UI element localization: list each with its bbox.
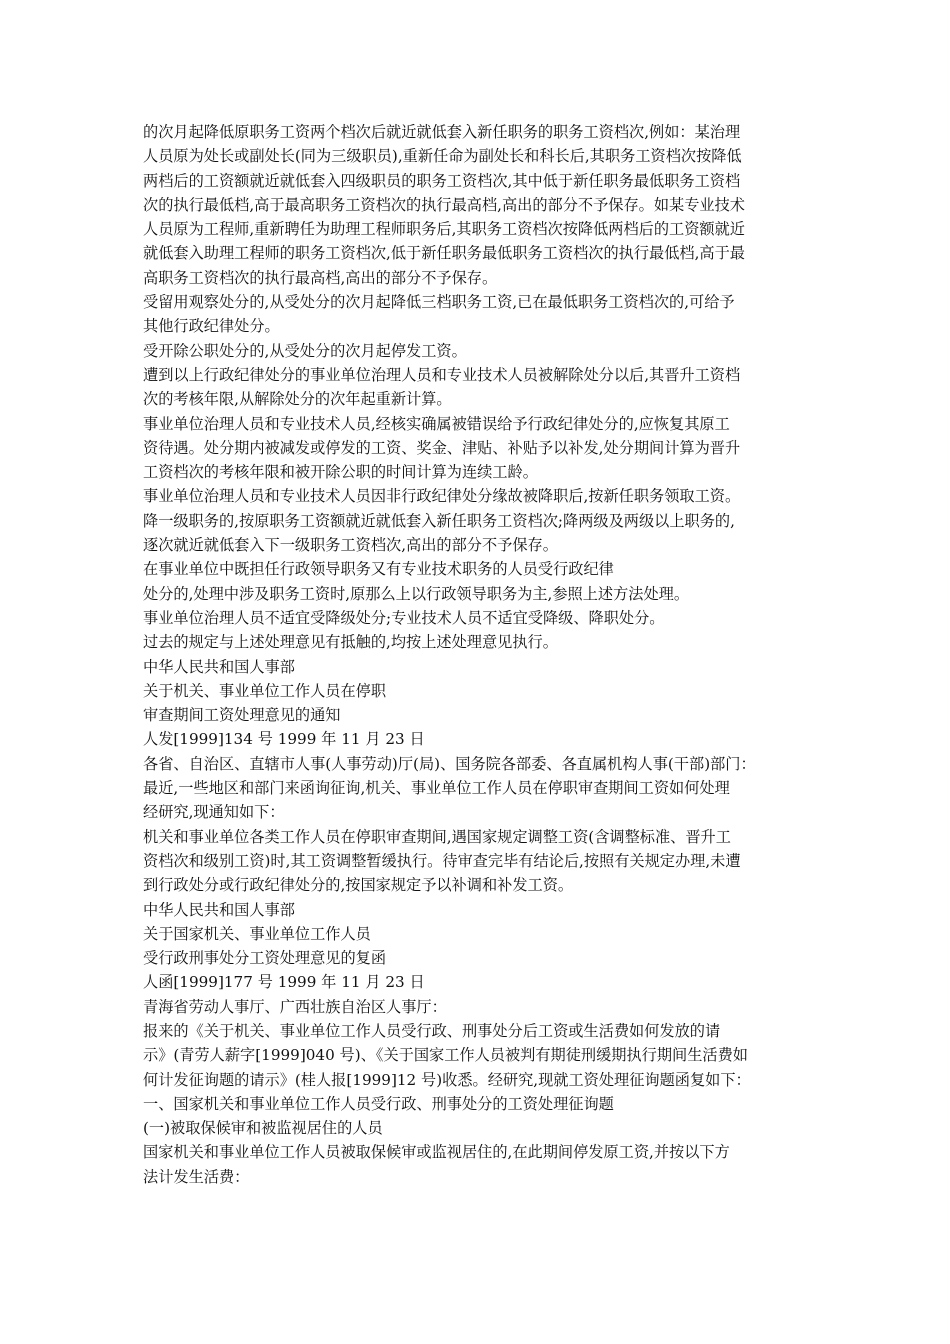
- text-line: 处分的,处理中涉及职务工资时,原那么上以行政领导职务为主,参照上述方法处理。: [143, 584, 690, 603]
- text-line: 其他行政纪律处分。: [143, 317, 280, 336]
- text-line: 关于国家机关、事业单位工作人员: [143, 924, 371, 943]
- text-line: 各省、自治区、直辖市人事(人事劳动)厅(局)、国务院各部委、各直属机构人事(干部)部门：: [143, 754, 756, 773]
- text-line: 何计发征询题的请示》(桂人报[1999]12 号)收悉。经研究,现就工资处理征询题函复如下：: [143, 1070, 751, 1089]
- text-line: 事业单位治理人员和专业技术人员,经核实确属被错误给予行政纪律处分的,应恢复其原工: [143, 414, 730, 433]
- text-line: 中华人民共和国人事部: [143, 900, 295, 919]
- text-line: 次的考核年限,从解除处分的次年起重新计算。: [143, 390, 452, 409]
- text-line: 降一级职务的,按原职务工资额就近就低套入新任职务工资档次;降两级及两级以上职务的,: [143, 511, 735, 530]
- text-line: 遭到以上行政纪律处分的事业单位治理人员和专业技术人员被解除处分以后,其晋升工资档: [143, 365, 741, 384]
- text-line: 审查期间工资处理意见的通知: [143, 706, 341, 725]
- text-line: 示》(青劳人薪字[1999]040 号)、《关于国家工作人员被判有期徒刑缓期执行期间生活费如: [143, 1046, 748, 1065]
- text-line: 中华人民共和国人事部: [143, 657, 295, 676]
- text-line: 事业单位治理人员不适宜受降级处分;专业技术人员不适宜受降级、降职处分。: [143, 608, 665, 627]
- text-line: 人员原为处长或副处长(同为三级职员),重新任命为副处长和科长后,其职务工资档次按降低: [143, 147, 742, 166]
- text-line: 逐次就近就低套入下一级职务工资档次,高出的部分不予保存。: [143, 536, 558, 555]
- text-line: 在事业单位中既担任行政领导职务又有专业技术职务的人员受行政纪律: [143, 560, 614, 579]
- text-line: 最近,一些地区和部门来函询征询,机关、事业单位工作人员在停职审查期间工资如何处理: [143, 779, 730, 798]
- text-line: 两档后的工资额就近就低套入四级职员的职务工资档次,其中低于新任职务最低职务工资档: [143, 171, 741, 190]
- text-line: 工资档次的考核年限和被开除公职的时间计算为连续工龄。: [143, 463, 538, 482]
- text-line: 受行政刑事处分工资处理意见的复函: [143, 949, 386, 968]
- text-line: (一)被取保候审和被监视居住的人员: [143, 1119, 383, 1138]
- text-line: 资档次和级别工资)时,其工资调整暂缓执行。待审查完毕有结论后,按照有关规定办理,未遭: [143, 851, 741, 870]
- text-line: 青海省劳动人事厅、广西壮族自治区人事厅：: [143, 997, 447, 1016]
- text-line: 经研究,现通知如下：: [143, 803, 285, 822]
- text-line: 资待遇。处分期内被减发或停发的工资、奖金、津贴、补贴予以补发,处分期间计算为晋升: [143, 438, 741, 457]
- document-body: [143, 120, 813, 1189]
- text-line: 事业单位治理人员和专业技术人员因非行政纪律处分缘故被降职后,按新任职务领取工资。: [143, 487, 741, 506]
- text-line: 国家机关和事业单位工作人员被取保候审或监视居住的,在此期间停发原工资,并按以下方: [143, 1143, 730, 1162]
- text-line: 过去的规定与上述处理意见有抵触的,均按上述处理意见执行。: [143, 633, 558, 652]
- text-line: 高职务工资档次的执行最高档,高出的部分不予保存。: [143, 268, 498, 287]
- text-line: 受留用观察处分的,从受处分的次月起降低三档职务工资,已在最低职务工资档次的,可给予: [143, 293, 735, 312]
- text-line: 次的执行最低档,高于最高职务工资档次的执行最高档,高出的部分不予保存。如某专业技术: [143, 195, 745, 214]
- text-line: 一、国家机关和事业单位工作人员受行政、刑事处分的工资处理征询题: [143, 1094, 614, 1113]
- text-line: 受开除公职处分的,从受处分的次月起停发工资。: [143, 341, 467, 360]
- text-line: 法计发生活费：: [143, 1167, 250, 1186]
- text-line: 关于机关、事业单位工作人员在停职: [143, 681, 386, 700]
- text-line: 就低套入助理工程师的职务工资档次,低于新任职务最低职务工资档次的执行最低档,高于最: [143, 244, 745, 263]
- text-line: 机关和事业单位各类工作人员在停职审查期间,遇国家规定调整工资(含调整标准、晋升工: [143, 827, 731, 846]
- text-line: 人员原为工程师,重新聘任为助理工程师职务后,其职务工资档次按降低两档后的工资额就近: [143, 220, 745, 239]
- text-line: 报来的《关于机关、事业单位工作人员受行政、刑事处分后工资或生活费如何发放的请: [143, 1021, 721, 1040]
- text-line: 到行政处分或行政纪律处分的,按国家规定予以补调和补发工资。: [143, 876, 574, 895]
- text-line: 人函[1999]177 号 1999 年 11 月 23 日: [143, 973, 425, 992]
- text-line: 人发[1999]134 号 1999 年 11 月 23 日: [143, 730, 425, 749]
- text-line: 的次月起降低原职务工资两个档次后就近就低套入新任职务的职务工资档次,例如：某治理: [143, 123, 741, 141]
